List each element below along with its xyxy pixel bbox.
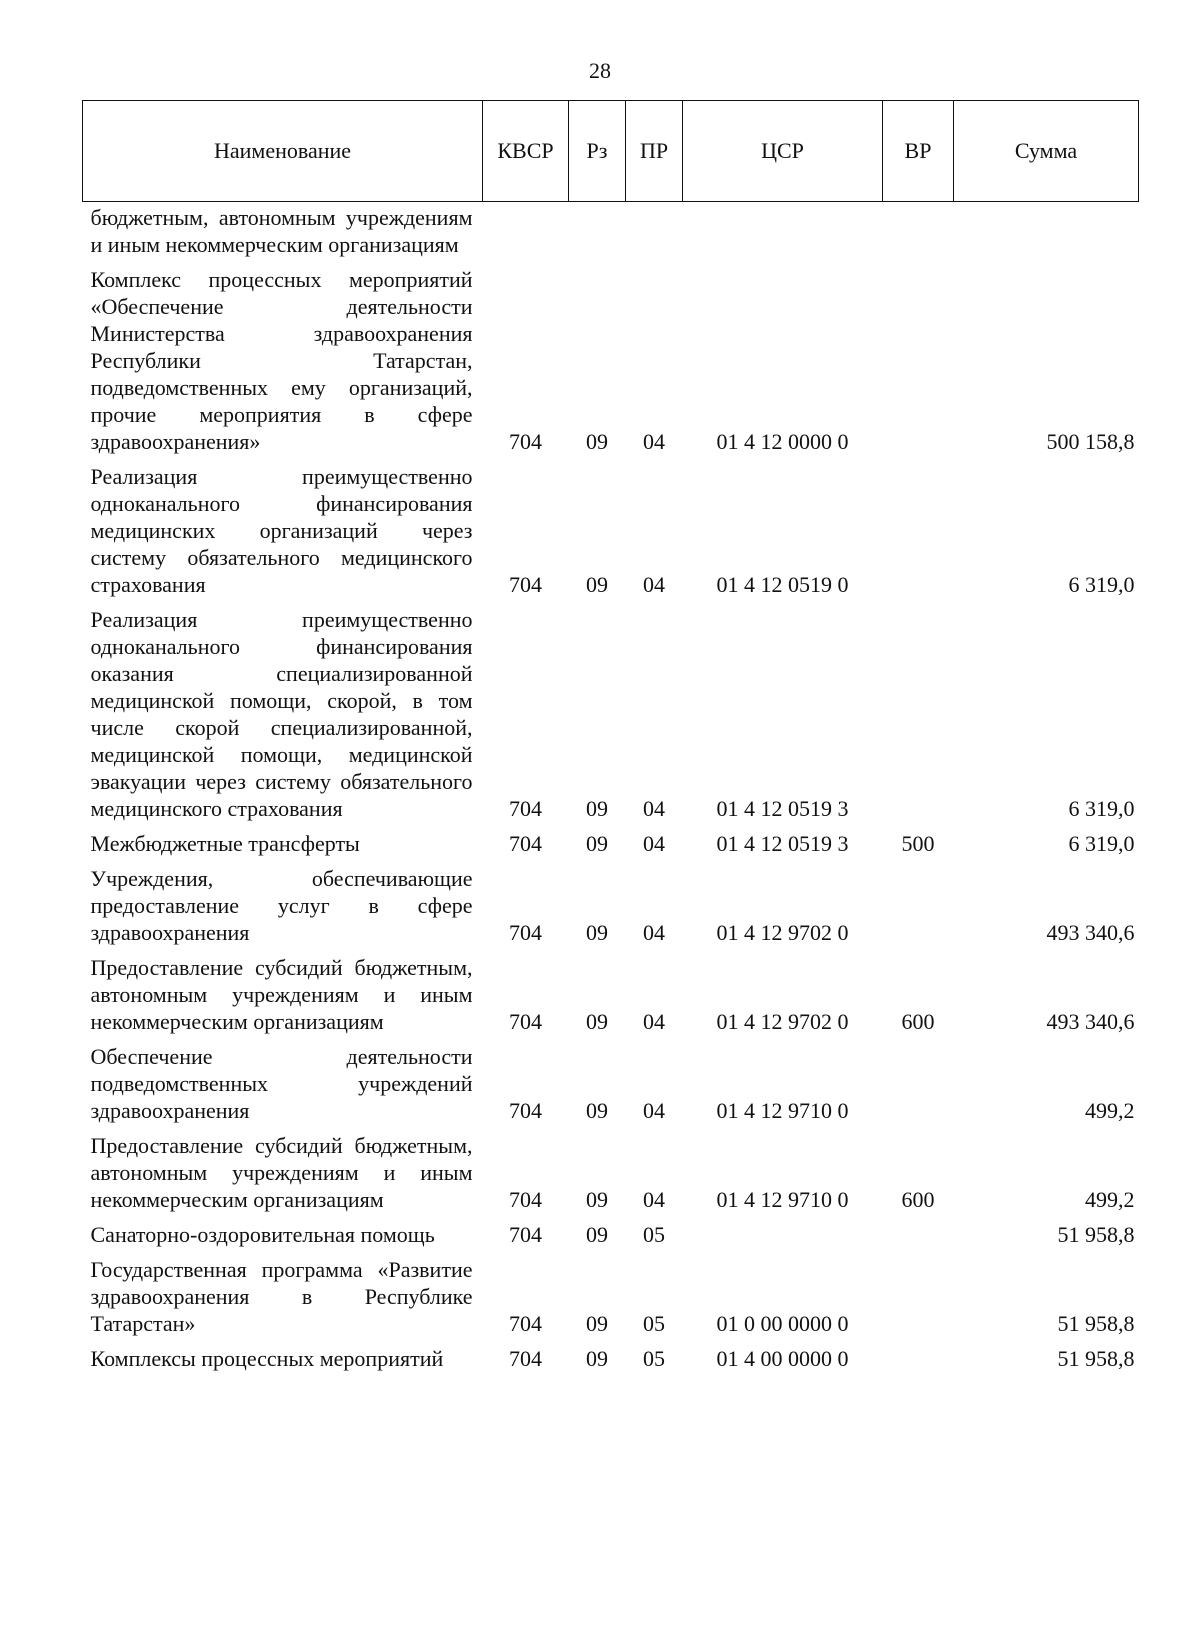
row-pr: 04: [643, 796, 665, 821]
header-sum: Сумма: [954, 101, 1139, 202]
row-name: Межбюджетные трансферты: [90, 831, 360, 856]
row-rz: 09: [586, 429, 608, 454]
row-name: Реализация преимущественно одноканального финансирования оказания специализированной медицинской помощи, скорой, в том числе скорой специализированной, медицинской помощи, медицинской эвакуации через систему обязательного медицинского страхования: [90, 607, 473, 821]
row-kvsr: 704: [509, 1009, 542, 1034]
row-kvsr: 704: [509, 1222, 542, 1247]
header-csr: ЦСР: [683, 101, 883, 202]
row-kvsr: 704: [509, 1311, 542, 1336]
row-name: Учреждения, обеспечивающие предоставление услуг в сфере здравоохранения: [90, 866, 473, 945]
table-row: [83, 826, 1139, 861]
row-sum: 499,2: [1085, 1098, 1135, 1123]
budget-table: [82, 100, 1139, 1376]
table-row: [83, 1341, 1139, 1376]
table-row: [83, 1217, 1139, 1252]
row-rz: 09: [586, 831, 608, 856]
row-name: Предоставление субсидий бюджетным, автономным учреждениям и иным некоммерческим организациям: [90, 955, 473, 1034]
table-header: [83, 101, 1139, 202]
row-csr: 01 4 12 9702 0: [716, 920, 849, 945]
row-sum: 6 319,0: [1068, 572, 1135, 597]
row-kvsr: 704: [509, 1187, 542, 1212]
row-vr: 600: [901, 1187, 935, 1212]
row-sum: 6 319,0: [1068, 831, 1135, 856]
table-row: [83, 1039, 1139, 1128]
table-body: [83, 202, 1139, 1377]
table-row: [83, 262, 1139, 459]
page-number: 28: [589, 58, 611, 83]
row-pr: 05: [643, 1311, 665, 1336]
row-vr: [883, 1252, 954, 1341]
row-rz: 09: [586, 1222, 608, 1247]
row-pr: 04: [643, 920, 665, 945]
row-pr: 04: [643, 572, 665, 597]
row-pr: 04: [643, 831, 665, 856]
row-sum: 6 319,0: [1068, 796, 1135, 821]
row-name: Государственная программа «Развитие здравоохранения в Республике Татарстан»: [90, 1257, 473, 1336]
row-sum: 51 958,8: [1057, 1222, 1135, 1247]
row-csr: 01 4 12 0519 0: [716, 572, 849, 597]
row-pr: 04: [643, 1187, 665, 1212]
row-kvsr: 704: [509, 572, 542, 597]
row-pr: [626, 202, 683, 263]
row-rz: 09: [586, 1346, 608, 1371]
row-vr: [883, 1217, 954, 1252]
row-pr: 04: [643, 429, 665, 454]
row-csr: 01 4 12 0000 0: [716, 429, 849, 454]
row-csr: 01 4 12 9710 0: [716, 1187, 849, 1212]
row-csr: 01 4 00 0000 0: [716, 1346, 849, 1371]
row-kvsr: 704: [509, 1346, 542, 1371]
row-pr: 04: [643, 1009, 665, 1034]
row-name: Комплексы процессных мероприятий: [90, 1346, 444, 1371]
row-rz: 09: [586, 920, 608, 945]
table-row: [83, 1128, 1139, 1217]
row-name: Реализация преимущественно одноканального финансирования медицинских организаций через систему обязательного медицинского страхования: [90, 464, 473, 597]
row-csr: 01 4 12 9710 0: [716, 1098, 849, 1123]
row-csr: 01 4 12 0519 3: [716, 796, 849, 821]
header-pr: ПР: [626, 101, 683, 202]
row-rz: 09: [586, 1187, 608, 1212]
row-csr: 01 4 12 0519 3: [716, 831, 849, 856]
row-vr: [883, 459, 954, 602]
row-vr: 500: [901, 831, 935, 856]
row-pr: 05: [643, 1346, 665, 1371]
row-rz: 09: [586, 1009, 608, 1034]
row-sum: 493 340,6: [1046, 1009, 1135, 1034]
row-vr: [883, 1341, 954, 1376]
row-kvsr: 704: [509, 1098, 542, 1123]
row-name: Комплекс процессных мероприятий «Обеспечение деятельности Министерства здравоохранения Республики Татарстан, подведомственных ему организаций, прочие мероприятия в сфере здравоохранения»: [90, 267, 473, 454]
row-sum: 499,2: [1085, 1187, 1135, 1212]
row-pr: 04: [643, 1098, 665, 1123]
row-rz: 09: [586, 796, 608, 821]
row-vr: [883, 262, 954, 459]
row-kvsr: 704: [509, 796, 542, 821]
row-name: бюджетным, автономным учреждениям и иным некоммерческим организациям: [90, 205, 473, 257]
row-kvsr: 704: [509, 920, 542, 945]
row-vr: [883, 602, 954, 826]
header-name: Наименование: [83, 101, 483, 202]
row-rz: 09: [586, 1098, 608, 1123]
row-sum: 51 958,8: [1057, 1311, 1135, 1336]
row-sum: 500 158,8: [1046, 429, 1135, 454]
row-sum: 493 340,6: [1046, 920, 1135, 945]
row-sum: 51 958,8: [1057, 1346, 1135, 1371]
row-csr: [683, 1217, 883, 1252]
row-kvsr: 704: [509, 429, 542, 454]
row-rz: 09: [586, 1311, 608, 1336]
row-rz: 09: [586, 572, 608, 597]
table-row: [83, 1252, 1139, 1341]
header-kvsr: КВСР: [483, 101, 569, 202]
row-csr: 01 4 12 9702 0: [716, 1009, 849, 1034]
row-csr: 01 0 00 0000 0: [716, 1311, 849, 1336]
row-vr: [883, 861, 954, 950]
header-rz: Рз: [569, 101, 626, 202]
row-csr: [683, 202, 883, 263]
row-sum: [954, 202, 1139, 263]
row-pr: 05: [643, 1222, 665, 1247]
row-kvsr: [483, 202, 569, 263]
row-name: Санаторно-оздоровительная помощь: [90, 1222, 435, 1247]
row-rz: [569, 202, 626, 263]
table-row: [83, 861, 1139, 950]
table-row: [83, 202, 1139, 263]
header-vr: ВР: [883, 101, 954, 202]
row-vr: [883, 1039, 954, 1128]
table-row: [83, 602, 1139, 826]
table-row: [83, 459, 1139, 602]
row-vr: 600: [901, 1009, 935, 1034]
table-row: [83, 950, 1139, 1039]
row-kvsr: 704: [509, 831, 542, 856]
row-vr: [883, 202, 954, 263]
row-name: Предоставление субсидий бюджетным, автономным учреждениям и иным некоммерческим организациям: [90, 1133, 473, 1212]
row-name: Обеспечение деятельности подведомственных учреждений здравоохранения: [90, 1044, 473, 1123]
